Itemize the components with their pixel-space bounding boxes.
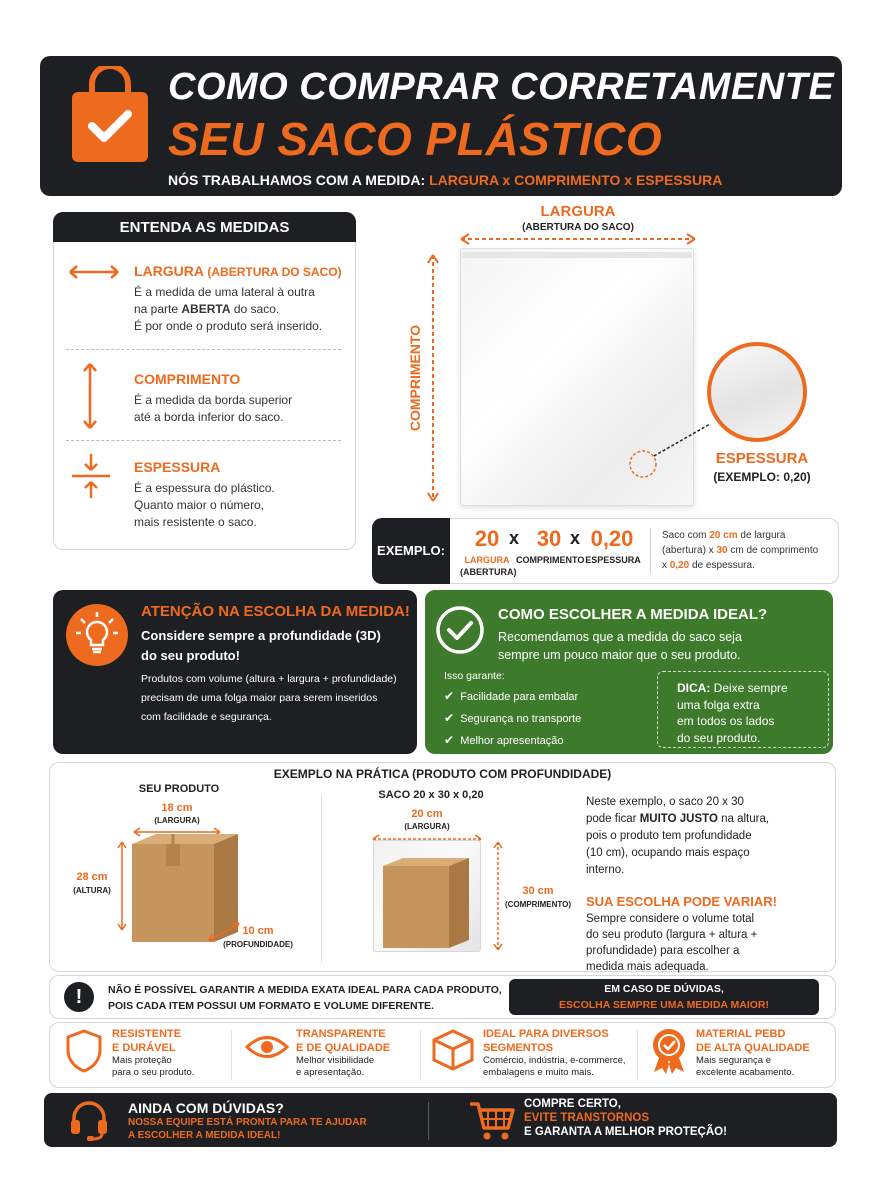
divider [231, 1030, 232, 1080]
feature-title: IDEAL PARA DIVERSOS [483, 1028, 609, 1040]
product-width: 18 cm [161, 802, 193, 814]
bag-example-title: SACO 20 x 30 x 0,20 [378, 789, 484, 801]
title-line-1: COMO COMPRAR CORRETAMENTE [168, 66, 835, 108]
vary-line2: do seu produto (largura + altura + [586, 929, 758, 941]
practice-divider [321, 795, 322, 963]
list-item [444, 708, 581, 730]
product-width-note: (LARGURA) [154, 816, 200, 825]
shopping-cart-icon [468, 1098, 516, 1147]
example-length: 30 [536, 526, 562, 551]
largura-line3: É por onde o produto será inserido. [134, 319, 323, 333]
shopping-bag-check-icon [68, 66, 152, 166]
largura-line2-suffix: do saco. [233, 302, 280, 316]
practice-text1: Neste exemplo, o saco 20 x 30 [586, 796, 744, 808]
tip-line3: em todos os lados [677, 714, 775, 728]
list-item-label: Melhor apresentação [460, 735, 564, 747]
exclamation-icon: ! [64, 982, 94, 1012]
subtitle-formula: LARGURA x COMPRIMENTO x ESPESSURA [429, 172, 723, 188]
comprimento-line1: É a medida da borda superior [134, 393, 293, 407]
feature-desc: Melhor visibilidade [296, 1055, 375, 1066]
thickness-icon [70, 452, 112, 505]
feature-3 [483, 1027, 626, 1079]
comprimento-desc [134, 392, 292, 426]
bag-example-length: 30 cm [522, 885, 554, 897]
thickness-zoom-circle [707, 342, 807, 442]
package-box-icon [430, 1027, 476, 1078]
check-circle-icon [434, 604, 486, 661]
feature-title: DE ALTA QUALIDADE [696, 1042, 810, 1054]
comprimento-title: COMPRIMENTO [134, 371, 241, 387]
practice-text2 [586, 811, 769, 828]
quality-medal-icon [648, 1025, 690, 1080]
footer-question-line1: NOSSA EQUIPE ESTÁ PRONTA PARA TE AJUDAR [128, 1117, 367, 1128]
divider [637, 1030, 638, 1080]
feature-title: E DE QUALIDADE [296, 1042, 391, 1054]
example-x1: x [509, 528, 520, 548]
title-line-2: SEU SACO PLÁSTICO [168, 113, 663, 165]
example-desc-line1 [662, 528, 818, 543]
vary-line3: profundidade) para escolher a [586, 945, 740, 957]
footer-divider [428, 1102, 429, 1140]
largura-title [134, 263, 342, 279]
product-depth: 10 cm [242, 925, 274, 937]
footer-cta-line2: EVITE TRANSTORNOS [524, 1112, 650, 1124]
feature-1 [112, 1027, 194, 1079]
feature-title: E DURÁVEL [112, 1042, 176, 1054]
desc-1b: 20 cm [709, 530, 738, 541]
feature-desc: embalagens e muito mais. [483, 1067, 594, 1078]
example-desc-line2 [662, 543, 818, 558]
warning-line1: NÃO É POSSÍVEL GARANTIR A MEDIDA EXATA IDEAL PARA CADA PRODUTO, [108, 984, 502, 996]
check-icon: ✔ [444, 733, 455, 747]
desc-1a: Saco com [662, 530, 707, 541]
practice-text4: (10 cm), ocupando mais espaço [586, 847, 750, 859]
example-desc-line3 [662, 558, 818, 573]
feature-4 [696, 1027, 810, 1079]
ideal-list [444, 686, 581, 752]
example-divider [650, 528, 651, 574]
product-height: 28 cm [76, 871, 108, 883]
footer-cta-line1: COMPRE CERTO, [524, 1098, 621, 1110]
desc-2a: (abertura) x [662, 545, 714, 556]
example-t-label: ESPESSURA [585, 555, 641, 565]
list-item [444, 686, 581, 708]
product-height-note: (ALTURA) [73, 886, 111, 895]
bag-espessura-label: ESPESSURA [715, 450, 809, 467]
attention-sub1: Considere sempre a profundidade (3D) [141, 628, 381, 643]
practice-text3: pois o produto tem profundidade [586, 830, 752, 842]
largura-title-note: (ABERTURA DO SACO) [207, 265, 342, 279]
vertical-arrow-icon [82, 360, 98, 437]
thickness-pointer [628, 418, 718, 485]
footer-cta-line3: E GARANTA A MELHOR PROTEÇÃO! [524, 1126, 727, 1138]
headset-icon [68, 1098, 110, 1147]
product-title: SEU PRODUTO [138, 783, 220, 795]
example-thickness: 0,20 [590, 526, 634, 551]
example-x2: x [570, 528, 581, 548]
practice-text [586, 794, 769, 879]
ideal-sub1: Recomendamos que a medida do saco seja [498, 630, 742, 644]
desc-2c: cm de comprimento [730, 545, 819, 556]
warning-text [108, 982, 502, 1014]
bag-inner-box [383, 858, 471, 955]
desc-3a: x [662, 560, 667, 571]
attention-body3: com facilidade e segurança. [141, 711, 272, 723]
feature-desc: para o seu produto. [112, 1067, 195, 1078]
doubt-line2: ESCOLHA SEMPRE UMA MEDIDA MAIOR! [559, 999, 769, 1011]
tip-line2: uma folga extra [677, 697, 760, 712]
divider [66, 440, 341, 441]
warning-line2: POIS CADA ITEM POSSUI UM FORMATO E VOLUME DIFERENTE. [108, 1000, 434, 1012]
largura-line2-prefix: na parte [134, 302, 179, 316]
feature-title: SEGMENTOS [483, 1042, 554, 1054]
vary-line1: Sempre considere o volume total [586, 913, 755, 925]
tip-bold: DICA: [677, 681, 711, 695]
bag-top-seal [462, 252, 692, 258]
divider [420, 1030, 421, 1080]
example-l-label: COMPRIMENTO [516, 555, 585, 565]
feature-desc: Mais proteção [112, 1055, 172, 1066]
lightbulb-icon [66, 604, 128, 666]
bag-espessura-note: (EXEMPLO: 0,20) [713, 470, 811, 484]
example-width: 20 [474, 526, 500, 551]
footer-question-line2: A ESCOLHER A MEDIDA IDEAL! [128, 1130, 281, 1141]
header-subtitle [168, 172, 722, 188]
feature-desc: e apresentação. [296, 1067, 365, 1078]
feature-2 [296, 1027, 390, 1079]
espessura-line1: É a espessura do plástico. [134, 481, 275, 495]
divider [66, 349, 341, 350]
bag-example-width-note: (LARGURA) [404, 822, 450, 831]
desc-2b: 30 [716, 545, 728, 556]
practice-text2a: pode ficar [586, 813, 637, 825]
check-icon: ✔ [444, 689, 455, 703]
practice-text5: interno. [586, 864, 625, 876]
largura-title-text: LARGURA [134, 263, 204, 279]
desc-3c: de espessura. [692, 560, 755, 571]
espessura-line3: mais resistente o saco. [134, 515, 257, 529]
feature-title: TRANSPARENTE [296, 1028, 386, 1040]
tip-line1-text: Deixe sempre [713, 681, 788, 695]
vary-text [586, 911, 757, 975]
example-label: EXEMPLO: [377, 543, 445, 558]
practice-text2c: na altura, [721, 813, 770, 825]
ideal-sub2: sempre um pouco maior que o seu produto. [498, 648, 741, 662]
ideal-guarantee: Isso garante: [444, 670, 505, 682]
bag-example-length-arrow [493, 840, 503, 957]
practice-heading: EXEMPLO NA PRÁTICA (PRODUTO COM PROFUNDIDADE) [273, 767, 612, 781]
espessura-desc [134, 480, 275, 531]
bag-length-arrow [426, 252, 440, 509]
bag-largura-note: (ABERTURA DO SACO) [522, 222, 634, 233]
vary-line4: medida mais adequada. [586, 961, 709, 973]
product-height-arrow [117, 840, 127, 937]
bag-comprimento-label: COMPRIMENTO [407, 324, 423, 432]
feature-desc: Mais segurança e [696, 1055, 771, 1066]
practice-text2b: MUITO JUSTO [639, 813, 718, 825]
example-description [662, 528, 818, 573]
attention-title: ATENÇÃO NA ESCOLHA DA MEDIDA! [141, 603, 410, 620]
comprimento-line2: até a borda inferior do saco. [134, 410, 284, 424]
tip-line1 [677, 680, 788, 697]
example-w-label: LARGURA [464, 555, 510, 565]
attention-body2: precisam de uma folga maior para serem inseridos [141, 692, 378, 704]
largura-line2 [134, 301, 322, 318]
tip-text [677, 680, 788, 746]
attention-body1: Produtos com volume (altura + largura + profundidade) [141, 673, 397, 685]
check-icon: ✔ [444, 711, 455, 725]
ideal-title: COMO ESCOLHER A MEDIDA IDEAL? [498, 606, 768, 623]
bag-example-length-note: (COMPRIMENTO) [504, 900, 572, 909]
espessura-title: ESPESSURA [134, 459, 221, 475]
list-item-label: Facilidade para embalar [460, 691, 579, 703]
attention-sub2: do seu produto! [141, 648, 240, 663]
measures-heading: ENTENDA AS MEDIDAS [119, 219, 290, 236]
feature-desc: Comércio, indústria, e-commerce, [483, 1055, 626, 1066]
vary-title: SUA ESCOLHA PODE VARIAR! [586, 894, 777, 909]
espessura-line2: Quanto maior o número, [134, 498, 265, 512]
subtitle-prefix: NÓS TRABALHAMOS COM A MEDIDA: [168, 172, 426, 188]
largura-desc [134, 284, 322, 335]
shield-icon [64, 1028, 104, 1079]
bag-largura-label: LARGURA [540, 203, 616, 220]
tip-line4: do seu produto. [677, 730, 761, 745]
feature-title: RESISTENTE [112, 1028, 182, 1040]
largura-line2-bold: ABERTA [181, 302, 231, 316]
example-w-note: (ABERTURA) [460, 567, 517, 577]
footer-question-title: AINDA COM DÚVIDAS? [128, 1100, 284, 1116]
eye-icon [244, 1032, 290, 1067]
list-item-label: Segurança no transporte [460, 713, 582, 725]
largura-line1: É a medida de uma lateral à outra [134, 285, 315, 299]
attention-body [141, 670, 397, 727]
feature-desc: excelente acabamento. [696, 1067, 795, 1078]
horizontal-arrow-icon [66, 264, 122, 285]
doubt-line1: EM CASO DE DÚVIDAS, [604, 983, 724, 995]
desc-3b: 0,20 [669, 560, 690, 571]
desc-1c: de largura [740, 530, 786, 541]
feature-title: MATERIAL PEBD [696, 1028, 786, 1040]
bag-example-width: 20 cm [411, 808, 443, 820]
product-depth-note: (PROFUNDIDADE) [223, 940, 293, 949]
list-item [444, 730, 581, 752]
